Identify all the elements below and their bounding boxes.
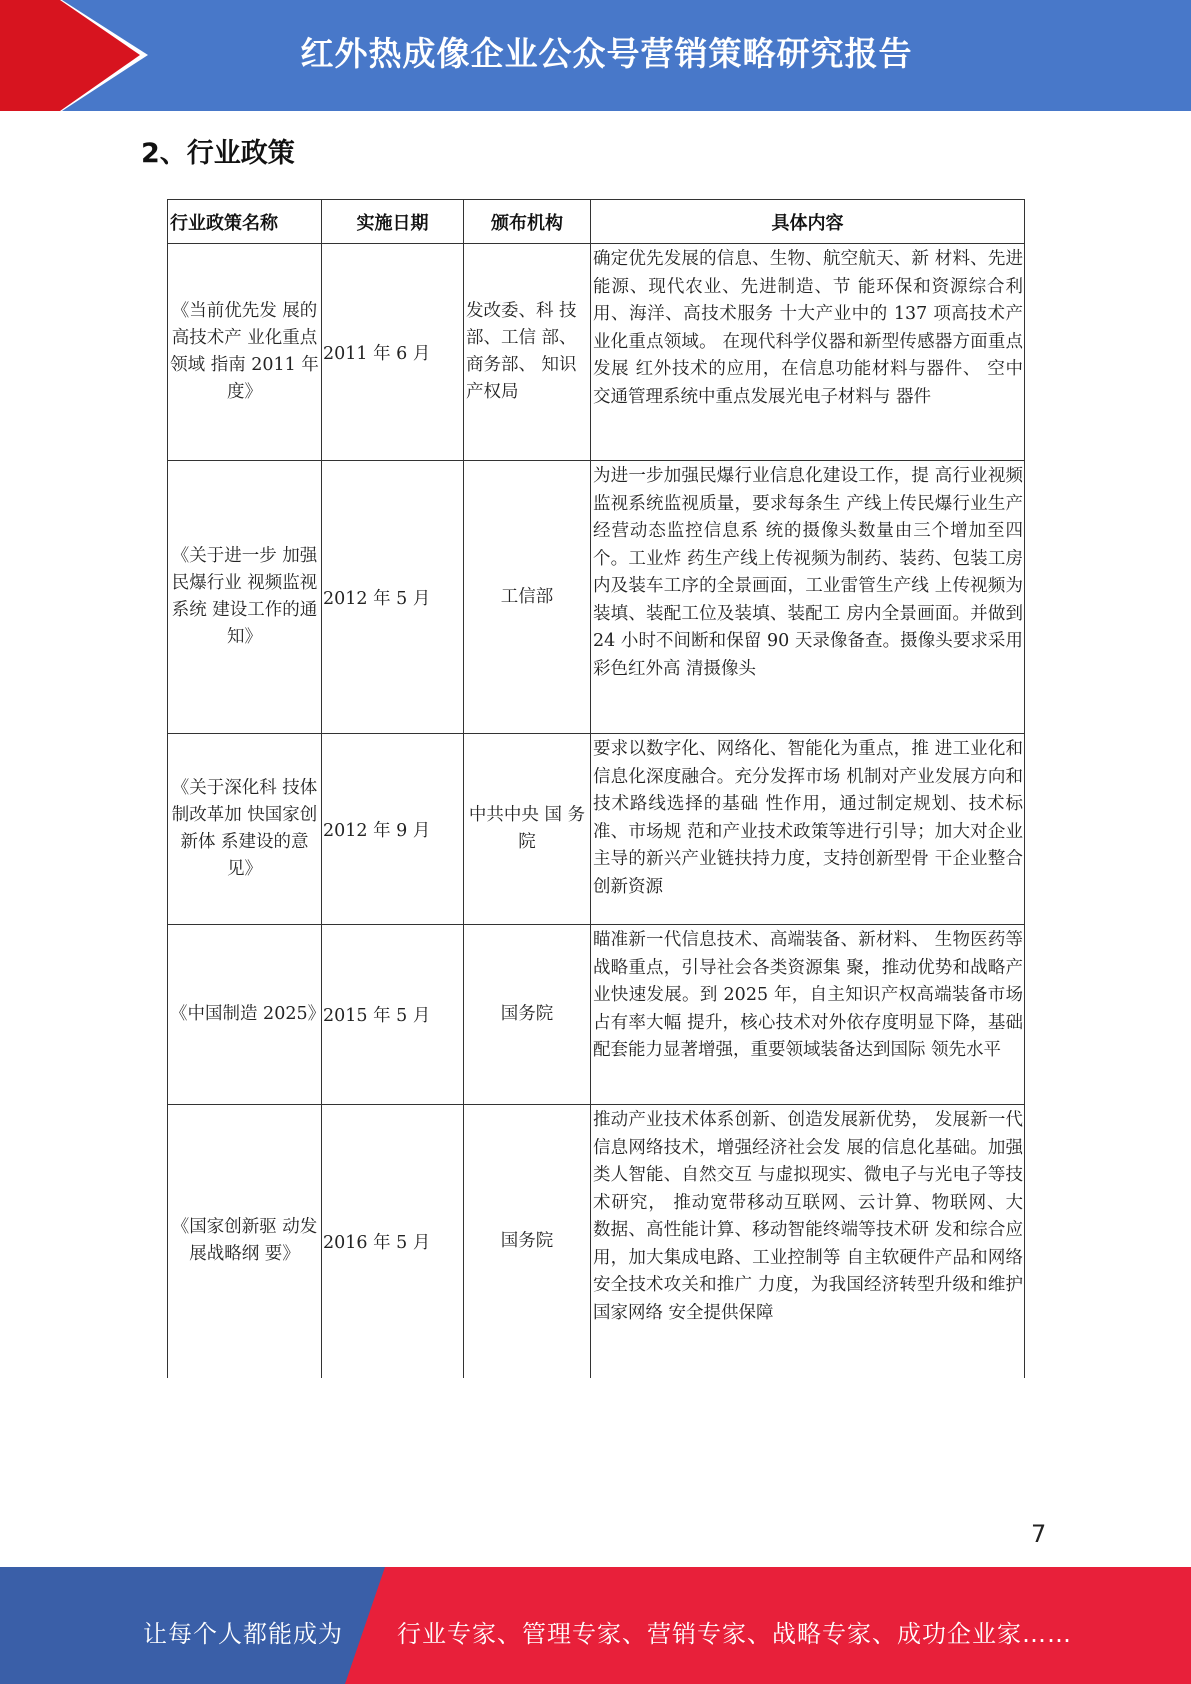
date-cell: 2016 年 5 月 [322,1105,464,1378]
date-cell: 2011 年 6 月 [322,244,464,461]
policy-name-cell: 《国家创新驱 动发展战略纲 要》 [168,1105,322,1378]
footer-slogan-left: 让每个人都能成为 [143,1620,343,1648]
policy-name-cell: 《关于进一步 加强民爆行业 视频监视系统 建设工作的通 知》 [168,461,322,734]
date-cell: 2012 年 9 月 [322,734,464,925]
header-date: 实施日期 [322,200,464,244]
header-banner [0,0,1191,111]
report-title: 红外热成像企业公众号营销策略研究报告 [300,34,913,73]
issuer-cell: 中共中央 国 务院 [464,734,591,925]
header-content: 具体内容 [591,200,1025,244]
content-cell: 确定优先发展的信息、生物、航空航天、新 材料、先进能源、现代农业、先进制造、节 能环保和资源综合利用、海洋、高技术服务 十大产业中的 137 项高技术产业化重点领域。 在现代科学仪器和新型传感器方面重点发展 红外技术的应用，在信息功能材料与器件、 空中交通管理系统中重点发展光电子材料与 器件 [591,244,1025,461]
policy-name-cell: 《中国制造 2025》 [168,925,322,1105]
content-cell: 要求以数字化、网络化、智能化为重点，推 进工业化和信息化深度融合。充分发挥市场 机制对产业发展方向和技术路线选择的基础 性作用，通过制定规划、技术标准、市场规 范和产业技术政策等进行引导；加大对企业 主导的新兴产业链扶持力度，支持创新型骨 干企业整合创新资源 [591,734,1025,925]
date-cell: 2015 年 5 月 [322,925,464,1105]
footer-banner [0,1567,1191,1684]
issuer-cell: 国务院 [464,1105,591,1378]
issuer-cell: 发改委、科 技部、工信 部、商务部、 知识产权局 [464,244,591,461]
footer-slogan-right: 行业专家、管理专家、营销专家、战略专家、成功企业家…… [397,1620,1072,1648]
header-issuer: 颁布机构 [464,200,591,244]
table-row [168,244,1025,461]
policy-name-cell: 《关于深化科 技体制改革加 快国家创新体 系建设的意 见》 [168,734,322,925]
issuer-cell: 工信部 [464,461,591,734]
content-cell: 瞄准新一代信息技术、高端装备、新材料、 生物医药等战略重点，引导社会各类资源集 聚，推动优势和战略产业快速发展。到 2025 年，自主知识产权高端装备市场占有率大幅 提升，核心技术对外依存度明显下降，基础配套能力显著增强，重要领域装备达到国际 领先水平 [591,925,1025,1105]
policy-name-cell: 《当前优先发 展的高技术产 业化重点领域 指南 2011 年 度》 [168,244,322,461]
content-cell: 推动产业技术体系创新、创造发展新优势， 发展新一代信息网络技术，增强经济社会发 展的信息化基础。加强类人智能、自然交互 与虚拟现实、微电子与光电子等技术研究， 推动宽带移动互联网、云计算、物联网、大 数据、高性能计算、移动智能终端等技术研 发和综合应用，加大集成电路、工业控制等 自主软硬件产品和网络安全技术攻关和推广 力度，为我国经济转型升级和维护国家网络 安全提供保障 [591,1105,1025,1378]
table-header-row [168,200,1025,244]
content-cell: 为进一步加强民爆行业信息化建设工作，提 高行业视频监视系统监视质量，要求每条生 产线上传民爆行业生产经营动态监控信息系 统的摄像头数量由三个增加至四个。工业炸 药生产线上传视频为制药、装药、包装工房 内及装车工序的全景画面，工业雷管生产线 上传视频为装填、装配工位及装填、装配工 房内全景画面。并做到 24 小时不间断和保留 90 天录像备查。摄像头要求采用彩色红外高 清摄像头 [591,461,1025,734]
table-row [168,1105,1025,1378]
section-heading: 2、行业政策 [141,138,295,169]
date-cell: 2012 年 5 月 [322,461,464,734]
header-policy-name: 行业政策名称 [168,200,322,244]
page-number: 7 [1031,1520,1047,1548]
table-row [168,461,1025,734]
policy-table [167,199,1025,1378]
table-row [168,925,1025,1105]
table-row [168,734,1025,925]
issuer-cell: 国务院 [464,925,591,1105]
